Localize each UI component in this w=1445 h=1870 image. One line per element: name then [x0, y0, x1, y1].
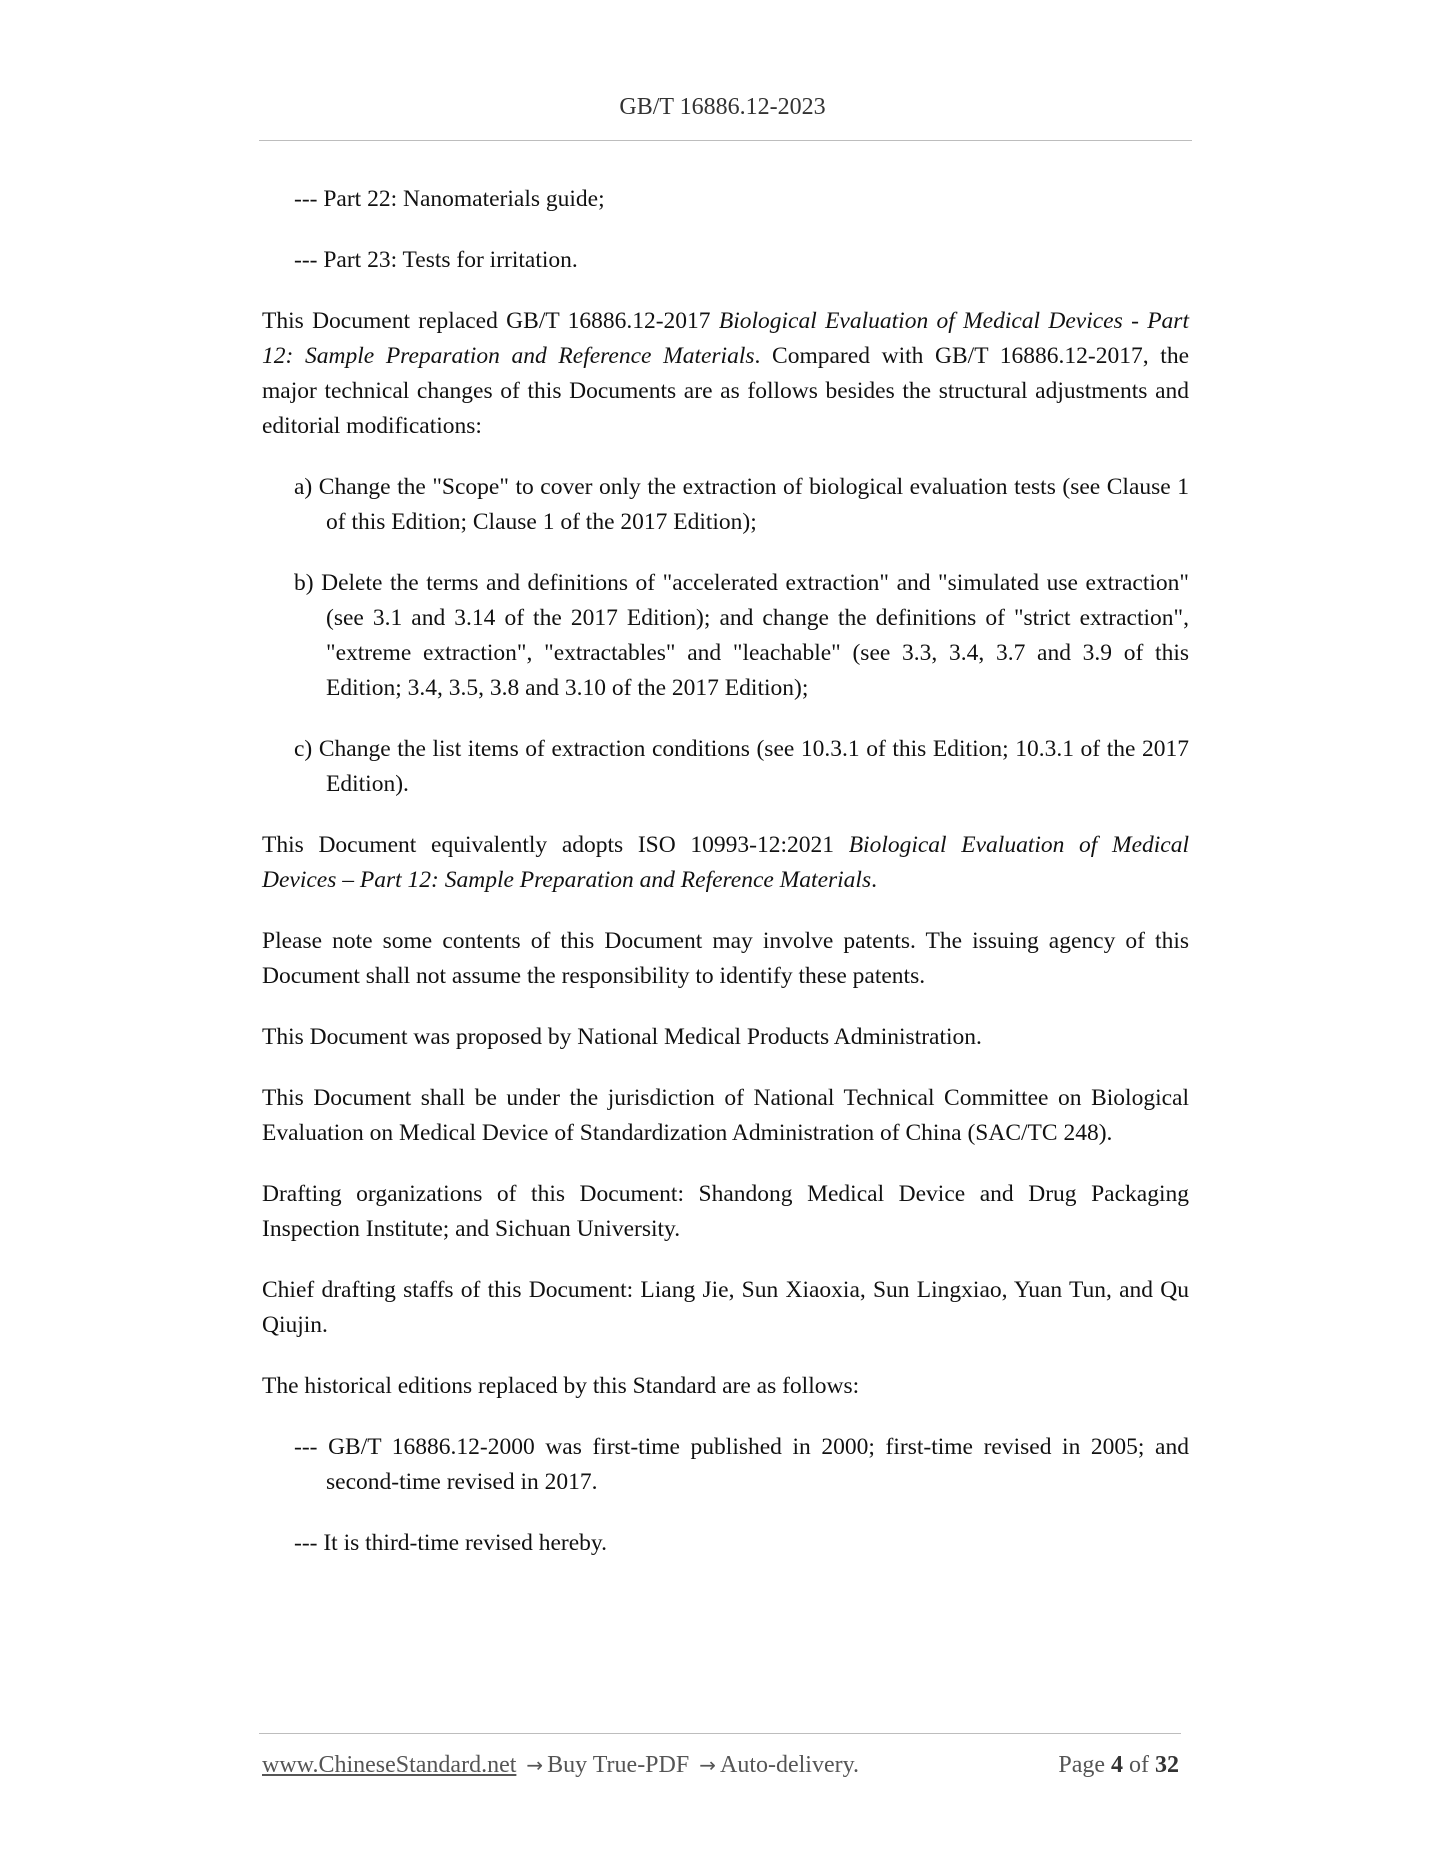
history-item: --- GB/T 16886.12-2000 was first-time published in 2000; first-time revised in 2005; and second-time revised in 2017.: [294, 1434, 1189, 1495]
total-pages: 32: [1155, 1752, 1179, 1778]
delivery-text: Auto-delivery.: [719, 1752, 860, 1778]
document-body: [262, 182, 1189, 1561]
buy-text: Buy True-PDF: [547, 1752, 690, 1778]
list-item: --- Part 23: Tests for irritation.: [294, 247, 578, 273]
change-item-b: b) Delete the terms and definitions of "accelerated extraction" and "simulated use extraction" (see 3.1 and 3.14 of the 2017 Edition); and change the definitions of "strict extraction", "extreme extraction", "extractables" and "leachable" (see 3.3, 3.4, 3.7 and 3.9 of this Edition; 3.4, 3.5, 3.8 and 3.10 of the 2017 Edition);: [294, 570, 1189, 701]
drafting-orgs-paragraph: Drafting organizations of this Document: Shandong Medical Device and Drug Packaging Inspection Institute; and Sichuan University.: [262, 1181, 1189, 1242]
change-item-c: c) Change the list items of extraction conditions (see 10.3.1 of this Edition; 10.3.1 of the 2017 Edition).: [294, 736, 1189, 797]
page-number: Page 4 of 32: [1058, 1752, 1179, 1778]
website-link[interactable]: www.ChineseStandard.net: [262, 1752, 517, 1778]
footer-left: [262, 1752, 859, 1779]
replaced-paragraph: This Document replaced GB/T 16886.12-2017 Biological Evaluation of Medical Devices - Part 12: Sample Preparation and Reference Materials. Compared with GB/T 16886.12-2017, the major technical changes of this Documents are as follows besides the structural adjustments and editorial modifications:: [262, 308, 1189, 439]
patents-paragraph: Please note some contents of this Document may involve patents. The issuing agency of this Document shall not assume the responsibility to identify these patents.: [262, 928, 1189, 989]
arrow-right-icon: →: [699, 1753, 716, 1777]
page-footer: [262, 1752, 1179, 1779]
jurisdiction-paragraph: This Document shall be under the jurisdiction of National Technical Committee on Biological Evaluation on Medical Device of Standardization Administration of China (SAC/TC 248).: [262, 1085, 1189, 1146]
list-item: --- Part 22: Nanomaterials guide;: [294, 186, 605, 212]
footer-divider: [259, 1733, 1181, 1734]
history-item: --- It is third-time revised hereby.: [294, 1530, 608, 1556]
standard-title: Biological Evaluation of Medical Devices - Part 12: Sample Preparation and Reference Materials: [262, 308, 1189, 369]
current-page: 4: [1111, 1752, 1123, 1778]
header-title: GB/T 16886.12-2023: [619, 94, 826, 120]
change-item-a: a) Change the "Scope" to cover only the extraction of biological evaluation tests (see Clause 1 of this Edition; Clause 1 of the 2017 Edition);: [294, 474, 1189, 535]
proposed-paragraph: This Document was proposed by National Medical Products Administration.: [262, 1024, 982, 1050]
history-intro: The historical editions replaced by this Standard are as follows:: [262, 1373, 860, 1399]
iso-title: Biological Evaluation of Medical Devices – Part 12: Sample Preparation and Reference Materials: [262, 832, 1189, 893]
header-divider: [259, 140, 1192, 141]
arrow-right-icon: →: [526, 1753, 544, 1777]
adopts-paragraph: This Document equivalently adopts ISO 10993-12:2021 Biological Evaluation of Medical Devices – Part 12: Sample Preparation and Reference Materials.: [262, 832, 1189, 893]
chief-staff-paragraph: Chief drafting staffs of this Document: Liang Jie, Sun Xiaoxia, Sun Lingxiao, Yuan Tun, and Qu Qiujin.: [262, 1277, 1189, 1338]
